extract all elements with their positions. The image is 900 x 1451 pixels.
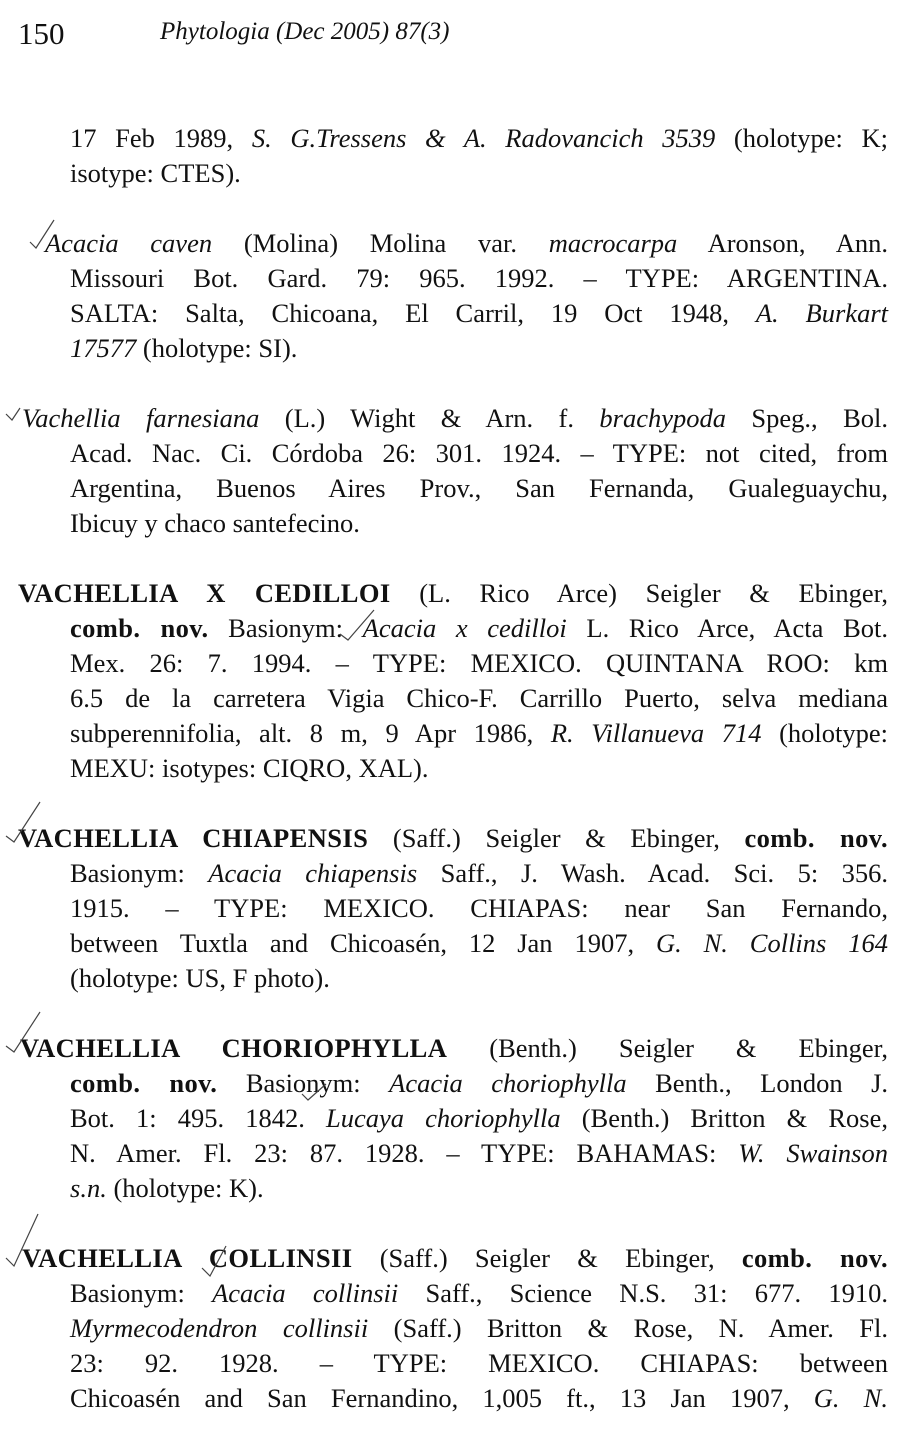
text-segment: Missouri Bot. Gard. 79: 965. 1992. – TYPE: ARGENTINA. xyxy=(70,263,888,293)
text-line xyxy=(70,471,888,506)
entry-paragraph xyxy=(22,401,888,541)
italic-text: Acacia x cedilloi xyxy=(362,613,567,643)
text-segment: Basionym: xyxy=(217,1068,390,1098)
text-line xyxy=(70,1171,888,1206)
text-line xyxy=(70,751,888,786)
handwritten-check-icon xyxy=(4,404,24,428)
text-line xyxy=(70,1381,888,1416)
text-line xyxy=(70,926,888,961)
italic-text: 17577 xyxy=(70,333,137,363)
italic-text: G. N. xyxy=(813,1383,888,1413)
text-line xyxy=(70,1066,888,1101)
text-segment: (holotype: US, F photo). xyxy=(70,963,330,993)
italic-text: Acacia choriophylla xyxy=(389,1068,627,1098)
italic-text: Myrmecodendron collinsii xyxy=(70,1313,369,1343)
text-segment: Bot. 1: 495. 1842. xyxy=(70,1103,327,1133)
italic-text: Acacia collinsii xyxy=(212,1278,399,1308)
handwritten-check-icon xyxy=(4,1010,44,1060)
text-line xyxy=(70,296,888,331)
text-segment: (Saff.) Britton & Rose, N. Amer. Fl. xyxy=(368,1313,888,1343)
text-segment: (holotype: K; xyxy=(715,123,888,153)
text-segment: 23: 92. 1928. – TYPE: MEXICO. CHIAPAS: between xyxy=(70,1348,888,1378)
text-line xyxy=(70,681,888,716)
text-segment: Benth., London J. xyxy=(626,1068,889,1098)
text-line xyxy=(22,1241,888,1276)
taxon-name: comb. nov. xyxy=(70,1068,218,1098)
text-line xyxy=(70,121,888,156)
handwritten-check-icon xyxy=(4,1212,44,1272)
text-line xyxy=(70,611,888,646)
text-line xyxy=(45,226,888,261)
text-line xyxy=(70,261,888,296)
running-title: Phytologia (Dec 2005) 87(3) xyxy=(160,18,450,45)
entry-paragraph xyxy=(18,821,888,996)
text-segment: 1915. – TYPE: MEXICO. CHIAPAS: near San Fernando, xyxy=(70,893,888,923)
entry-paragraph xyxy=(70,121,888,191)
text-segment: Mex. 26: 7. 1994. – TYPE: MEXICO. QUINTANA ROO: km xyxy=(70,648,888,678)
text-line xyxy=(70,1346,888,1381)
text-segment: (holotype: xyxy=(761,718,888,748)
text-line xyxy=(18,576,888,611)
text-segment: Saff., Science N.S. 31: 677. 1910. xyxy=(398,1278,888,1308)
text-segment: Speg., Bol. xyxy=(726,403,888,433)
text-line xyxy=(70,1311,888,1346)
text-segment: SALTA: Salta, Chicoana, El Carril, 19 Oct 1948, xyxy=(70,298,756,328)
text-segment: Basionym: xyxy=(208,613,363,643)
handwritten-check-icon xyxy=(4,800,44,850)
text-line xyxy=(70,1136,888,1171)
italic-text: G. N. Collins 164 xyxy=(655,928,888,958)
entry-paragraph xyxy=(20,1031,889,1206)
text-line xyxy=(70,856,888,891)
text-line xyxy=(20,1031,888,1066)
text-line xyxy=(70,646,888,681)
handwritten-check-icon xyxy=(200,1244,230,1284)
text-segment: (Saff.) Seigler & Ebinger, xyxy=(368,823,745,853)
text-segment: (Benth.) Seigler & Ebinger, xyxy=(447,1033,888,1063)
italic-text: brachypoda xyxy=(599,403,727,433)
text-line xyxy=(70,436,888,471)
taxon-name: VACHELLIA X CEDILLOI xyxy=(18,578,391,608)
italic-text: Vachellia farnesiana xyxy=(22,403,260,433)
entry-paragraph xyxy=(22,1241,889,1416)
taxon-name: comb. nov. xyxy=(744,823,888,853)
text-segment: (L.) Wight & Arn. f. xyxy=(259,403,600,433)
handwritten-check-icon xyxy=(28,218,58,258)
text-line xyxy=(70,716,888,751)
text-segment: N. Amer. Fl. 23: 87. 1928. – TYPE: BAHAMAS: xyxy=(70,1138,739,1168)
entry-paragraph xyxy=(18,576,888,786)
text-segment: MEXU: isotypes: CIQRO, XAL). xyxy=(70,753,429,783)
text-line xyxy=(70,1276,888,1311)
taxon-name: comb. nov. xyxy=(741,1243,889,1273)
italic-text: macrocarpa xyxy=(548,228,678,258)
page-number: 150 xyxy=(18,16,65,51)
italic-text: W. Swainson xyxy=(738,1138,888,1168)
text-segment: L. Rico Arce, Acta Bot. xyxy=(566,613,888,643)
text-segment: Basionym: xyxy=(70,1278,213,1308)
text-line xyxy=(70,506,888,541)
text-line xyxy=(70,1101,888,1136)
text-segment: Saff., J. Wash. Acad. Sci. 5: 356. xyxy=(417,858,888,888)
text-segment: Acad. Nac. Ci. Córdoba 26: 301. 1924. – TYPE: not cited, from xyxy=(70,438,888,468)
text-segment: Chicoasén and San Fernandino, 1,005 ft., 13 Jan 1907, xyxy=(70,1383,814,1413)
entry-paragraph xyxy=(45,226,888,366)
text-segment: subperennifolia, alt. 8 m, 9 Apr 1986, xyxy=(70,718,551,748)
text-line xyxy=(70,891,888,926)
text-segment: Argentina, Buenos Aires Prov., San Fernanda, Gualeguaychu, xyxy=(70,473,888,503)
italic-text: Acacia caven xyxy=(45,228,213,258)
taxon-name: VACHELLIA CHORIOPHYLLA xyxy=(20,1033,448,1063)
taxon-name: VACHELLIA CHIAPENSIS xyxy=(18,823,369,853)
taxon-name: VACHELLIA COLLINSII xyxy=(22,1243,353,1273)
document-body xyxy=(18,121,889,1451)
text-segment: Aronson, Ann. xyxy=(677,228,888,258)
italic-text: Lucaya choriophylla xyxy=(326,1103,561,1133)
text-segment: 6.5 de la carretera Vigia Chico-F. Carrillo Puerto, selva mediana xyxy=(70,683,888,713)
text-line xyxy=(70,961,888,996)
text-segment: (Benth.) Britton & Rose, xyxy=(560,1103,888,1133)
text-segment: (L. Rico Arce) Seigler & Ebinger, xyxy=(390,578,888,608)
text-segment: (holotype: K). xyxy=(106,1173,264,1203)
italic-text: Acacia chiapensis xyxy=(208,858,418,888)
taxon-name: comb. nov. xyxy=(70,613,209,643)
italic-text: A. Burkart xyxy=(755,298,888,328)
text-line xyxy=(18,821,888,856)
text-segment: (Molina) Molina var. xyxy=(212,228,549,258)
handwritten-check-icon xyxy=(338,608,378,648)
text-segment: isotype: CTES). xyxy=(70,158,241,188)
italic-text: S. G.Tressens & A. Radovancich 3539 xyxy=(251,123,716,153)
text-segment: 17 Feb 1989, xyxy=(70,123,252,153)
text-segment: Basionym: xyxy=(70,858,209,888)
text-line xyxy=(70,156,888,191)
italic-text: s.n. xyxy=(70,1173,107,1203)
text-segment: between Tuxtla and Chicoasén, 12 Jan 1907, xyxy=(70,928,656,958)
italic-text: R. Villanueva 714 xyxy=(550,718,762,748)
text-segment: (holotype: SI). xyxy=(136,333,298,363)
handwritten-check-icon xyxy=(300,1080,330,1104)
text-segment: Ibicuy y chaco santefecino. xyxy=(70,508,360,538)
text-segment: (Saff.) Seigler & Ebinger, xyxy=(352,1243,742,1273)
text-line xyxy=(70,331,888,366)
text-line xyxy=(22,401,888,436)
